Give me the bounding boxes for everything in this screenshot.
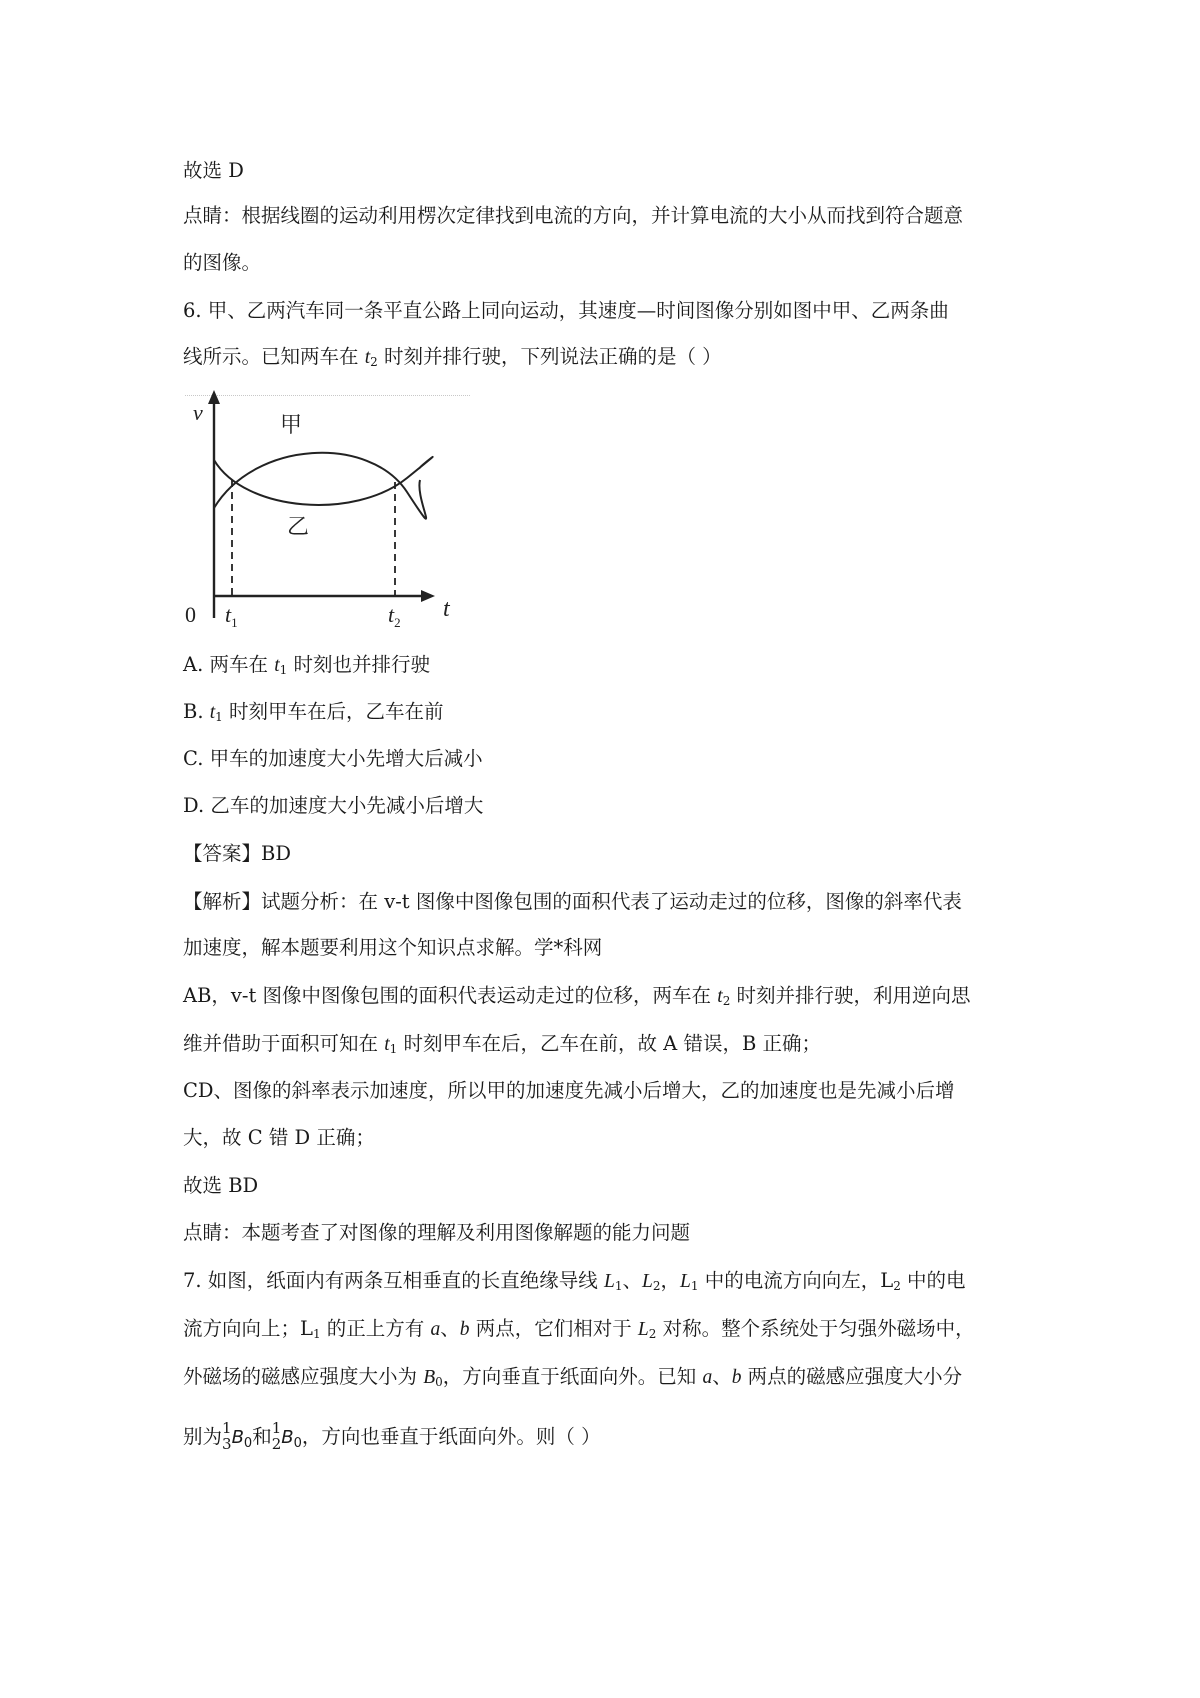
text-segment: 时刻也并排行驶 [287,653,430,676]
option-c: C. 甲车的加速度大小先增大后减小 [183,747,483,770]
v-axis-arrow [208,390,220,404]
subscript: 1 [389,1042,398,1056]
option-b [183,698,444,727]
subscript: 2 [370,355,378,369]
symbol-t: t [274,655,280,676]
question-7-line-1 [183,1267,966,1296]
tick-label-t2: $t_2$ [388,602,401,630]
text-segment: 中的电流方向向左，L [698,1269,894,1292]
conclusion-line: 故选 D [183,159,244,182]
text-segment: A. 两车在 [183,653,275,676]
note-line-2: 的图像。 [183,251,262,274]
question-6-line-1: 6. 甲、乙两汽车同一条平直公路上同向运动，其速度—时间图像分别如图中甲、乙两条曲 [183,299,949,322]
text-segment: 两点的磁感应强度大小分 [741,1365,963,1388]
symbol-b: b [459,1319,470,1340]
text-segment: 和 [252,1425,272,1448]
analysis-line-3 [183,982,971,1011]
text-segment: 时刻甲车在后，乙车在前，故 A 错误，B 正确； [397,1032,821,1055]
subscript: 0 [435,1375,443,1389]
text-segment: 、 [712,1365,732,1388]
analysis-line-5: CD、图像的斜率表示加速度，所以甲的加速度先减小后增大，乙的加速度也是先减小后增 [183,1079,955,1102]
subscript: 1 [614,1279,623,1293]
symbol-L: L [642,1271,653,1292]
t-axis-arrow [421,590,435,602]
fraction-numerator: 1 [222,1419,232,1437]
answer-line: 【答案】BD [183,842,291,865]
symbol-L: L [680,1271,691,1292]
text-segment: 时刻并排行驶，下列说法正确的是（ ） [377,345,722,368]
curve-yi [214,457,433,505]
question-7-line-4 [183,1420,601,1458]
symbol-b: b [731,1367,742,1388]
text-segment: ，方向垂直于纸面向外。已知 [442,1365,703,1388]
text-segment: 中的电 [900,1269,966,1292]
symbol-t: t [364,347,371,368]
text-segment: 外磁场的磁感应强度大小为 [183,1365,424,1388]
symbol-B: B [231,1427,244,1448]
text-segment: 的正上方有 [320,1317,431,1340]
symbol-t: t [384,1034,390,1055]
text-segment: 流方向向上；L [183,1317,313,1340]
subscript: 1 [312,1327,321,1341]
note-line-1: 点睛：根据线圈的运动利用楞次定律找到电流的方向，并计算电流的大小从而找到符合题意 [183,204,964,227]
symbol-L: L [637,1319,649,1340]
analysis-line-1: 【解析】试题分析：在 v-t 图像中图像包围的面积代表了运动走过的位移，图像的斜率代表 [183,890,962,913]
origin-label: 0 [185,602,196,627]
text-segment: 对称。整个系统处于匀强外磁场中， [656,1317,975,1340]
label-yi: 乙 [287,515,310,540]
subscript: 0 [243,1436,253,1451]
text-segment: 时刻并排行驶，利用逆向思 [730,984,971,1007]
vt-graph-figure [185,390,475,630]
text-segment: AB，v-t 图像中图像包围的面积代表运动走过的位移，两车在 [183,984,718,1007]
fraction-denominator: 3 [222,1435,232,1453]
symbol-B: B [423,1367,436,1388]
axis-label-v: v [193,400,203,425]
analysis-line-2: 加速度，解本题要利用这个知识点求解。学*科网 [183,936,603,959]
selection-line: 故选 BD [183,1174,259,1197]
subscript: 0 [293,1436,302,1451]
symbol-a: a [430,1319,441,1340]
text-segment: 线所示。已知两车在 [183,345,365,368]
text-segment: 维并借助于面积可知在 [183,1032,385,1055]
text-segment: ， [660,1269,681,1292]
subscript: 1 [279,663,288,677]
tick-label-t1: $t_1$ [225,602,238,630]
text-segment: 两点，它们相对于 [469,1317,638,1340]
text-segment: 别为 [183,1425,223,1448]
subscript: 1 [690,1279,699,1293]
option-d: D. 乙车的加速度大小先减小后增大 [183,794,484,817]
fraction-one-half-b0 [272,1420,302,1458]
subscript: 2 [652,1279,661,1293]
comment-line: 点睛：本题考查了对图像的理解及利用图像解题的能力问题 [183,1221,691,1244]
text-segment: 、 [440,1317,460,1340]
question-7-line-2 [183,1315,975,1344]
fraction-one-third-b0 [222,1420,252,1458]
text-segment: 、 [622,1269,643,1292]
subscript: 1 [215,710,223,724]
text-segment: 7. 如图，纸面内有两条互相垂直的长直绝缘导线 [183,1269,605,1292]
subscript: 2 [648,1327,657,1341]
symbol-a: a [702,1367,713,1388]
axis-label-t: t [443,596,450,622]
label-jia: 甲 [280,413,303,438]
question-7-line-3 [183,1363,962,1392]
analysis-line-6: 大，故 C 错 D 正确； [183,1126,375,1149]
text-segment: 时刻甲车在后，乙车在前 [222,700,444,723]
subscript: 2 [722,994,731,1008]
option-a [183,651,430,680]
question-6-line-2 [183,343,722,372]
symbol-B: B [281,1427,294,1448]
symbol-t: t [717,986,723,1007]
subscript: 2 [893,1279,901,1293]
symbol-L: L [604,1271,615,1292]
fraction-numerator: 1 [271,1419,282,1437]
analysis-line-4 [183,1030,821,1059]
symbol-t: t [209,702,216,723]
fraction-denominator: 2 [271,1435,282,1453]
text-segment: B. [183,700,210,723]
text-segment: ，方向也垂直于纸面向外。则（ ） [301,1425,601,1448]
